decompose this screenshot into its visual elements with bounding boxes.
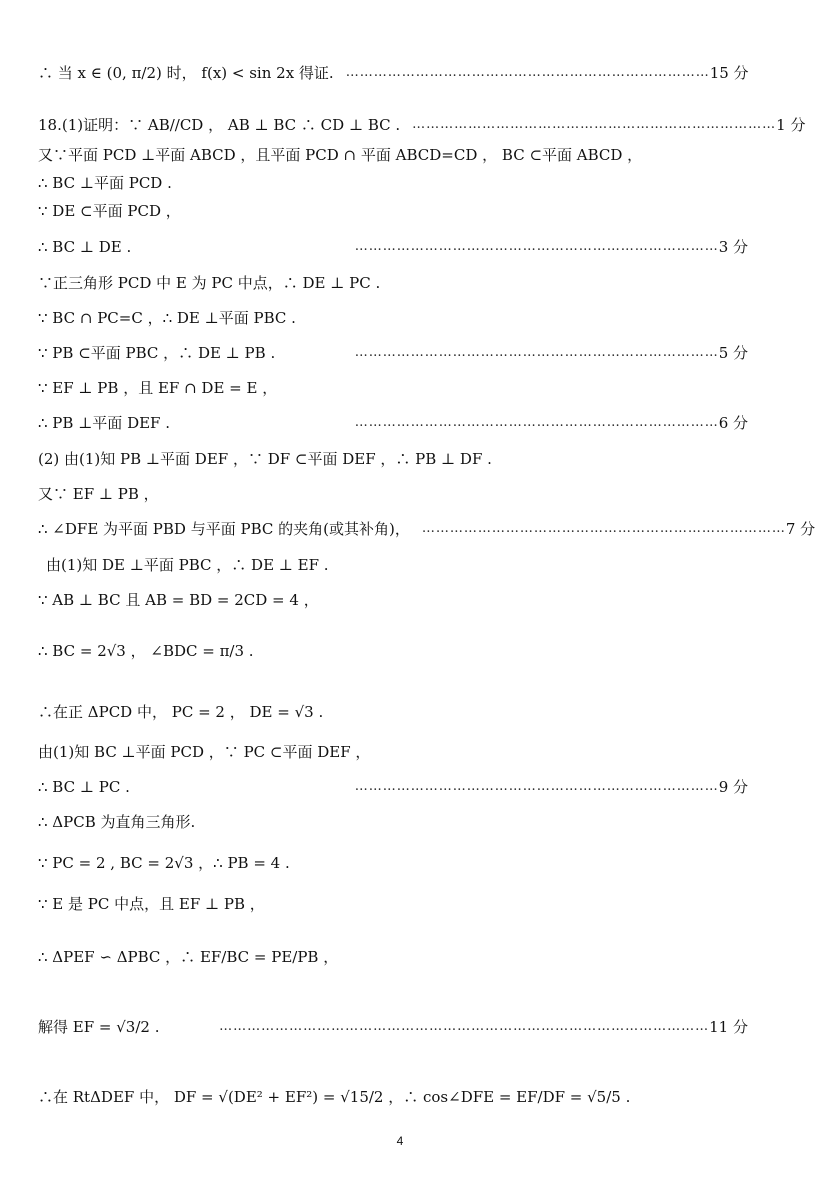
solution-line (38, 642, 748, 660)
line-text: 又∵平面 PCD ⊥平面 ABCD ，且平面 PCD ∩ 平面 ABCD=CD ， BC ⊂平面 ABCD ， (38, 146, 643, 164)
line-text: ∴ BC ⊥ PC . (38, 778, 130, 796)
line-text: 解得 EF = √3/2 . (38, 1018, 160, 1036)
score-label: 6 分 (718, 414, 748, 432)
solution-line: 18.(1)证明：∵ AB//CD ， AB ⊥ BC ∴ CD ⊥ BC . …………………………………………………………………… 1 分 (38, 116, 806, 134)
solution-line (38, 202, 748, 220)
line-text: 由(1)知 BC ⊥平面 PCD ，∵ PC ⊂平面 DEF ， (38, 743, 371, 761)
line-text: ∴在 RtΔDEF 中， DF = √(DE² + EF²) = √15/2 ，∴ cos∠DFE = EF/DF = √5/5 . (38, 1088, 631, 1106)
score-label: 15 分 (709, 64, 749, 82)
line-text: (2) 由(1)知 PB ⊥平面 DEF ，∵ DF ⊂平面 DEF ，∴ PB ⊥ DF . (38, 450, 492, 468)
line-text: 18.(1)证明：∵ AB//CD ， AB ⊥ BC ∴ CD ⊥ BC . (38, 116, 401, 134)
solution-line (38, 146, 748, 164)
score-label: 1 分 (776, 116, 806, 134)
solution-line (38, 174, 748, 192)
solution-line (38, 1088, 748, 1106)
score-label: 3 分 (718, 238, 748, 256)
solution-line: ∵ PB ⊂平面 PBC ，∴ DE ⊥ PB . …………………………………………………………………… 5 分 (38, 344, 748, 362)
line-text: ∵ BC ∩ PC=C ，∴ DE ⊥平面 PBC . (38, 309, 296, 327)
line-text: ∴ ∠DFE 为平面 PBD 与平面 PBC 的夹角(或其补角)， (38, 520, 410, 538)
solution-line (38, 703, 748, 721)
solution-line (38, 591, 748, 609)
solution-line (38, 743, 748, 761)
solution-line (38, 854, 748, 872)
solution-line (38, 948, 748, 966)
solution-line (38, 895, 748, 913)
solution-line: ∴ 当 x ∈ (0, π/2) 时， f(x) < sin 2x 得证. …………………………………………………………………… 15 分 (38, 64, 749, 82)
score-label: 5 分 (718, 344, 748, 362)
solution-line: 解得 EF = √3/2 . …………………………………………………………………………………………… 11 分 (38, 1018, 748, 1036)
score-label: 11 分 (709, 1018, 748, 1036)
line-text: ∴在正 ΔPCD 中， PC = 2 ， DE = √3 . (38, 703, 324, 721)
line-text: ∵ DE ⊂平面 PCD ， (38, 202, 181, 220)
line-text: ∴ 当 x ∈ (0, π/2) 时， f(x) < sin 2x 得证. (38, 64, 334, 82)
line-text: ∴ PB ⊥平面 DEF . (38, 414, 170, 432)
line-text: ∴ BC ⊥ DE . (38, 238, 132, 256)
line-text: ∴ BC = 2√3 ， ∠BDC = π/3 . (38, 642, 254, 660)
score-label: 7 分 (785, 520, 815, 538)
solution-line (38, 379, 748, 397)
line-text: ∴ ΔPCB 为直角三角形. (38, 813, 196, 831)
line-text: ∵ PB ⊂平面 PBC ，∴ DE ⊥ PB . (38, 344, 276, 362)
line-text: 由(1)知 DE ⊥平面 PBC ，∴ DE ⊥ EF . (46, 556, 329, 574)
solution-line: ∴ BC ⊥ PC . …………………………………………………………………… 9 分 (38, 778, 748, 796)
score-label: 9 分 (718, 778, 748, 796)
line-text: ∵ AB ⊥ BC 且 AB = BD = 2CD = 4 ， (38, 591, 319, 609)
line-text: ∵ EF ⊥ PB ，且 EF ∩ DE = E ， (38, 379, 278, 397)
solution-line: ∴ ∠DFE 为平面 PBD 与平面 PBC 的夹角(或其补角)， …………………………………………………………………… 7 分 (38, 520, 815, 538)
line-text: ∴ BC ⊥平面 PCD . (38, 174, 172, 192)
solution-line: ∴ BC ⊥ DE . …………………………………………………………………… 3 分 (38, 238, 748, 256)
line-text: ∴ ΔPEF ∽ ΔPBC ，∴ EF/BC = PE/PB ， (38, 948, 339, 966)
solution-line (46, 556, 748, 574)
solution-line (38, 813, 748, 831)
solution-line (38, 309, 748, 327)
page-number: 4 (396, 1134, 404, 1148)
solution-line: ∴ PB ⊥平面 DEF . …………………………………………………………………… 6 分 (38, 414, 748, 432)
line-text: 又∵ EF ⊥ PB ， (38, 485, 159, 503)
line-text: ∵ E 是 PC 中点，且 EF ⊥ PB ， (38, 895, 265, 913)
solution-line (38, 274, 748, 292)
line-text: ∵正三角形 PCD 中 E 为 PC 中点，∴ DE ⊥ PC . (38, 274, 381, 292)
solution-line (38, 450, 748, 468)
solution-line (38, 485, 748, 503)
line-text: ∵ PC = 2 , BC = 2√3 ，∴ PB = 4 . (38, 854, 290, 872)
